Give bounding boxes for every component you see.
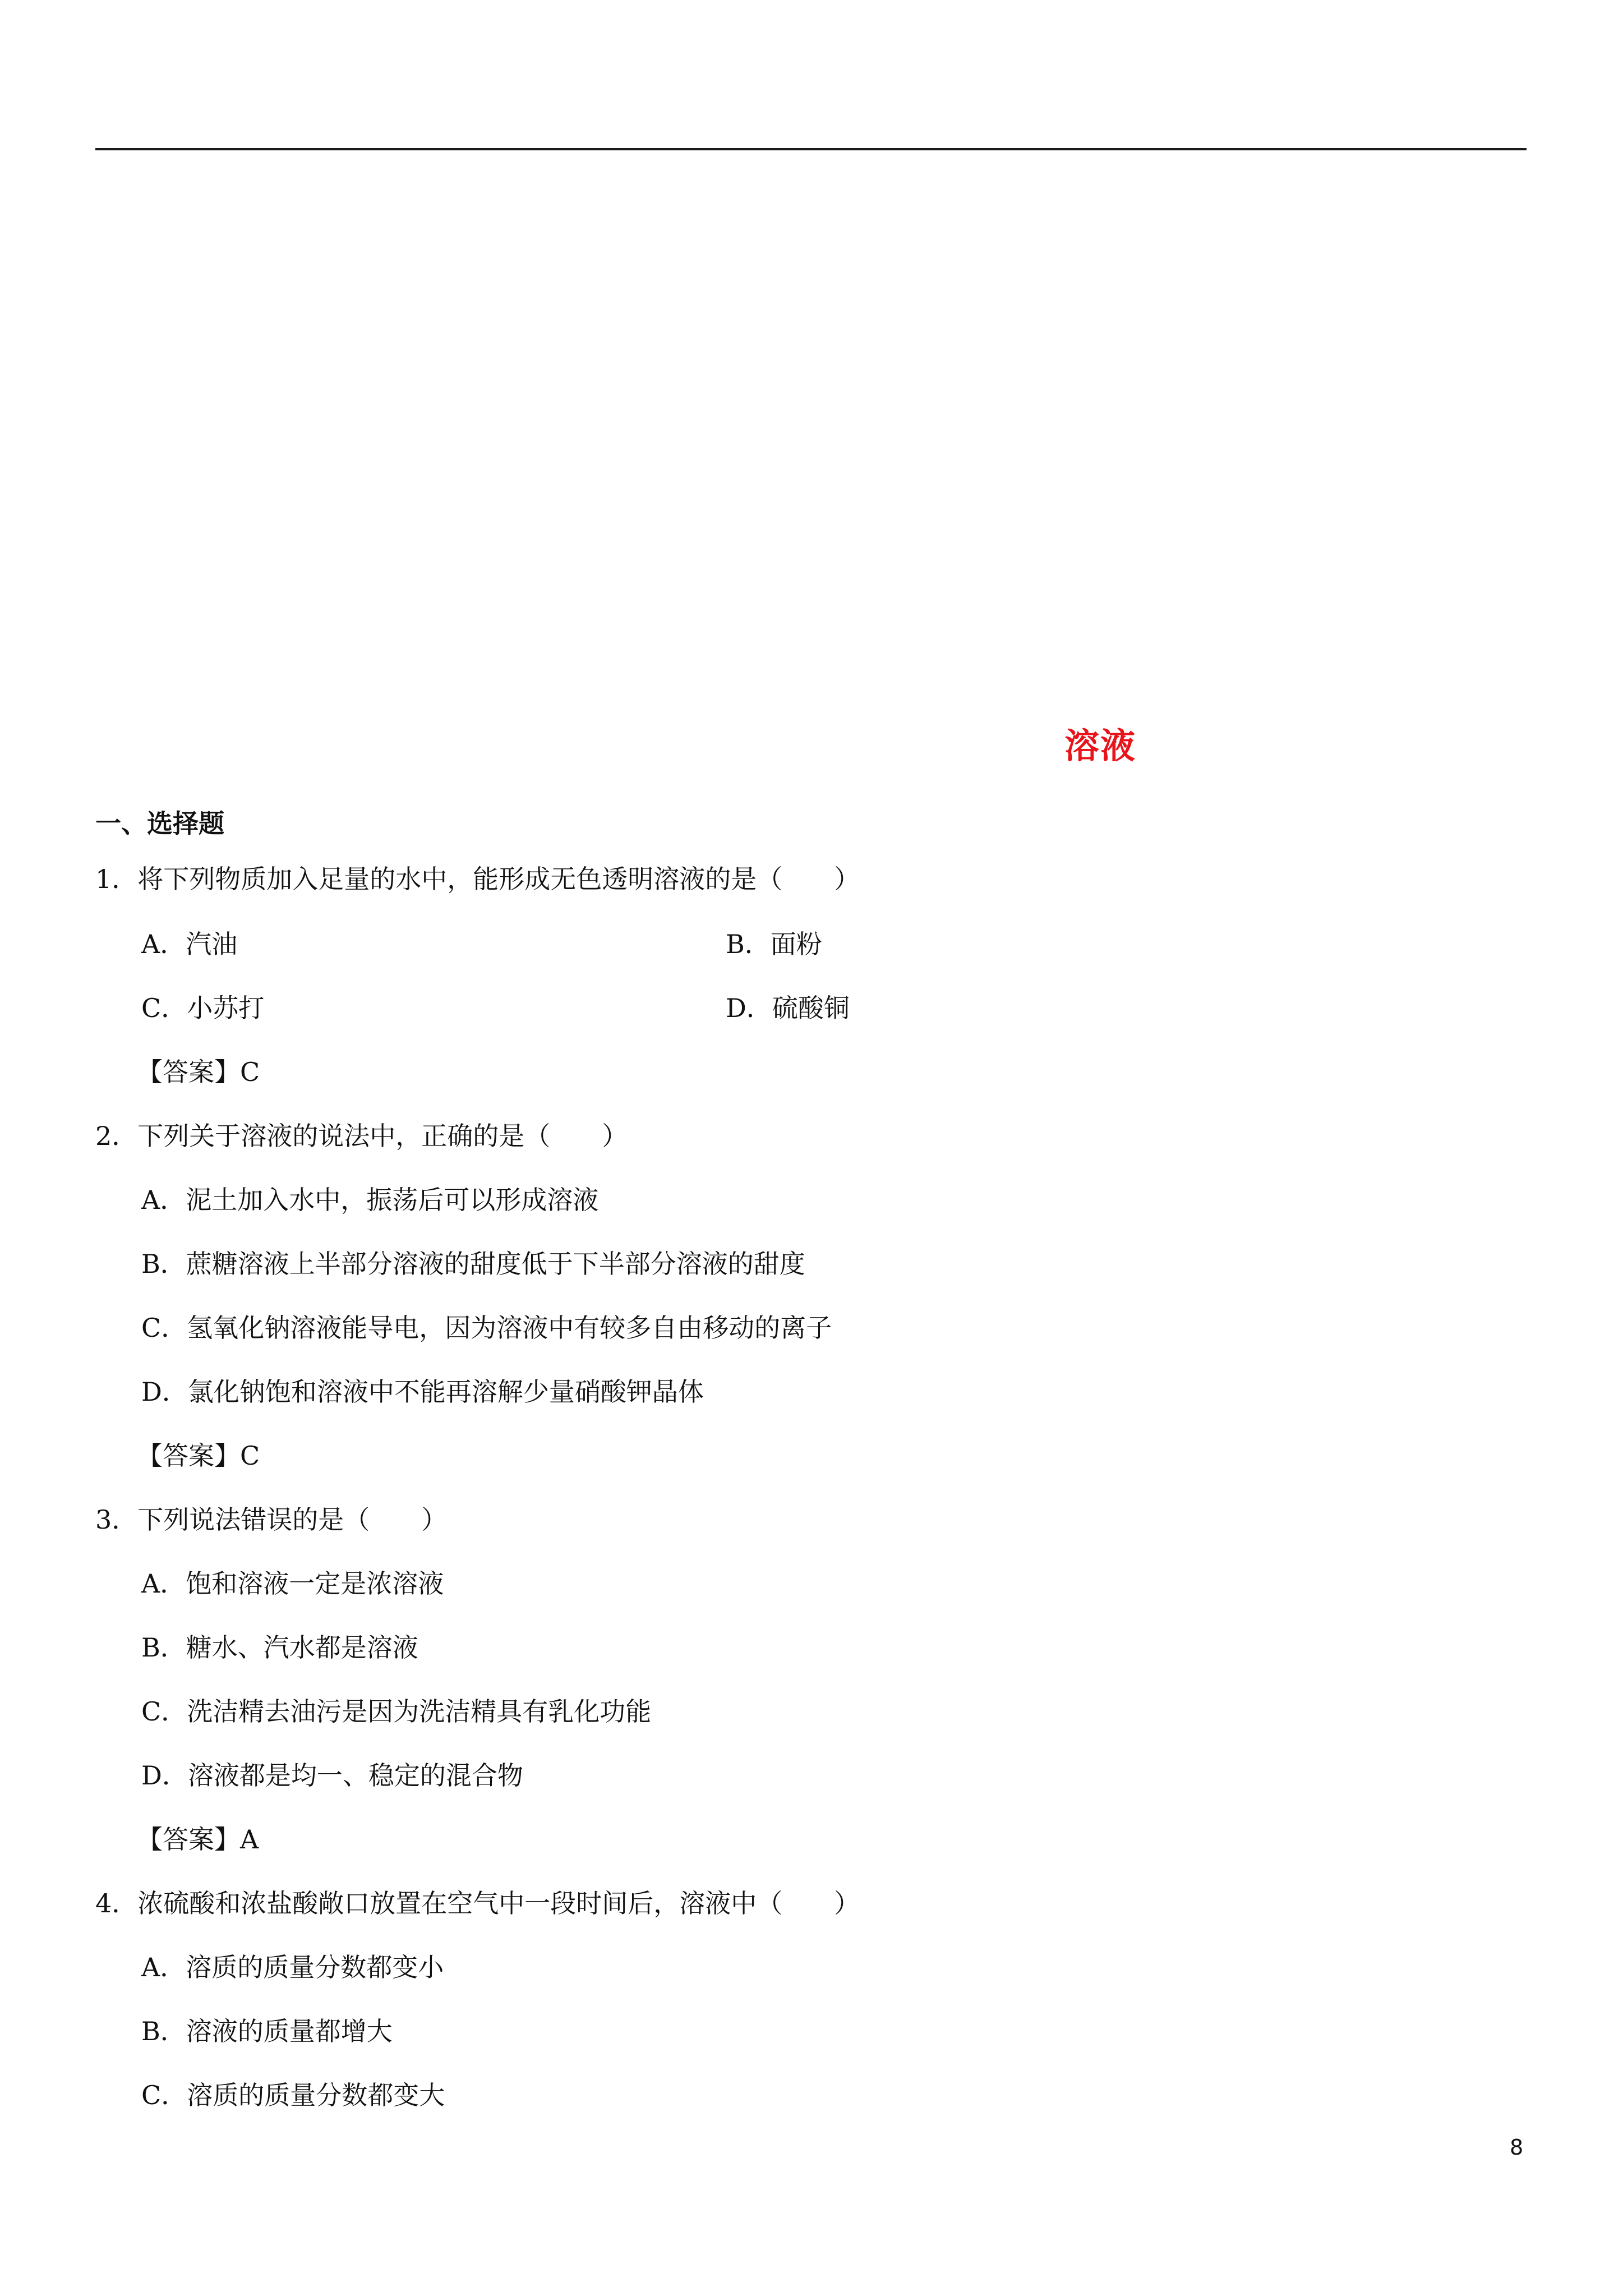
- question-2-option-a: A．泥土加入水中，振荡后可以形成溶液: [141, 1185, 599, 1215]
- question-1-option-b: B．面粉: [726, 929, 822, 959]
- question-3-stem: 3．下列说法错误的是（ ）: [95, 1504, 448, 1535]
- question-3-option-b: B．糖水、汽水都是溶液: [141, 1632, 418, 1663]
- question-3-option-c: C．洗洁精去油污是因为洗洁精具有乳化功能: [141, 1696, 652, 1727]
- section-heading: 一、选择题: [95, 808, 224, 839]
- question-1-answer: 【答案】C: [137, 1057, 260, 1087]
- question-4-option-c: C．溶质的质量分数都变大: [141, 2080, 445, 2110]
- question-4-stem: 4．浓硫酸和浓盐酸敞口放置在空气中一段时间后，溶液中（ ）: [95, 1888, 860, 1918]
- question-2-option-d: D．氯化钠饱和溶液中不能再溶解少量硝酸钾晶体: [141, 1377, 704, 1407]
- header-rule: [95, 148, 1527, 150]
- question-1-option-a: A．汽油: [141, 929, 238, 959]
- question-3-answer: 【答案】A: [137, 1824, 259, 1855]
- question-2-answer: 【答案】C: [137, 1441, 260, 1471]
- question-3-option-d: D．溶液都是均一、稳定的混合物: [141, 1760, 523, 1791]
- page-number: 8: [1510, 2135, 1524, 2160]
- question-1-option-d: D．硫酸铜: [726, 993, 850, 1023]
- document-title: 溶液: [1064, 725, 1137, 766]
- question-4-option-a: A．溶质的质量分数都变小: [141, 1952, 444, 1982]
- question-3-option-a: A．饱和溶液一定是浓溶液: [141, 1568, 444, 1599]
- question-2-option-c: C．氢氧化钠溶液能导电，因为溶液中有较多自由移动的离子: [141, 1313, 832, 1343]
- question-1-option-c: C．小苏打: [141, 993, 265, 1023]
- question-4-option-b: B．溶液的质量都增大: [141, 2016, 393, 2046]
- question-2-stem: 2．下列关于溶液的说法中，正确的是（ ）: [95, 1121, 628, 1151]
- question-1-stem: 1．将下列物质加入足量的水中，能形成无色透明溶液的是（ ）: [95, 864, 860, 894]
- question-2-option-b: B．蔗糖溶液上半部分溶液的甜度低于下半部分溶液的甜度: [141, 1249, 805, 1279]
